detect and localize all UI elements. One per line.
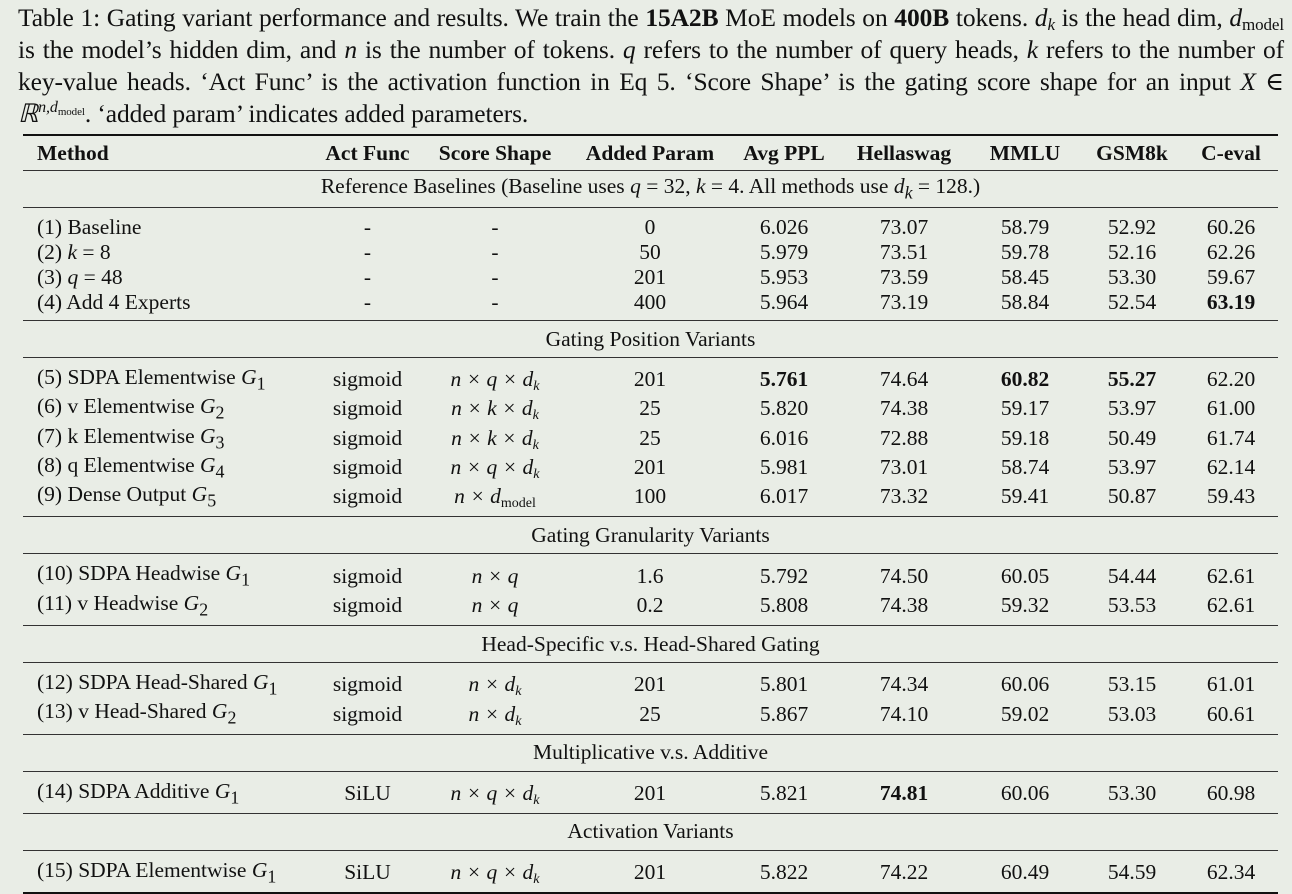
cell-shape: $n \times q \times d_k$ xyxy=(420,771,570,813)
cell-mmlu: 60.06 xyxy=(1000,672,1050,697)
cell-method: (10) SDPA Headwise $G_1$ xyxy=(37,561,251,590)
cell-ppl: 6.016 xyxy=(759,425,809,450)
cell-gsm8k: 55.27 xyxy=(1107,367,1157,392)
cell-shape: $n \times d_k$ xyxy=(420,699,570,734)
cell-ppl: 5.761 xyxy=(759,367,809,392)
cell-hellaswag: 73.51 xyxy=(879,240,929,264)
cell-shape: $n \times k \times d_k$ xyxy=(451,396,539,424)
cell-mmlu: 58.45 xyxy=(1000,265,1050,289)
cell-mmlu: 59.02 xyxy=(970,699,1080,734)
cell-ppl: 5.981 xyxy=(759,455,809,480)
cell-act: sigmoid xyxy=(332,563,403,588)
cell-act: sigmoid xyxy=(315,591,420,626)
cell-ppl: 5.822 xyxy=(730,850,838,893)
cell-ceval: 61.00 xyxy=(1206,396,1256,421)
cell-hellaswag: 74.38 xyxy=(879,396,929,421)
cell-hellaswag: 74.34 xyxy=(879,672,929,697)
header-score-shape: Score Shape xyxy=(420,135,570,171)
table-row xyxy=(23,771,1278,813)
cell-ceval: 60.26 xyxy=(1206,215,1256,239)
cell-hellaswag: 73.32 xyxy=(838,482,970,517)
cell-act: sigmoid xyxy=(332,396,403,421)
cell-hellaswag: 73.59 xyxy=(879,265,929,289)
cell-ceval: 62.61 xyxy=(1184,591,1278,626)
cell-gsm8k: 53.97 xyxy=(1107,396,1157,421)
cell-act: - xyxy=(315,290,420,321)
cell-param: 50 xyxy=(639,240,661,264)
cell-mmlu: 60.05 xyxy=(1000,563,1050,588)
cell-act: SiLU xyxy=(315,850,420,893)
cell-gsm8k: 52.54 xyxy=(1080,290,1184,321)
section-header-row xyxy=(23,321,1278,358)
cell-mmlu: 60.06 xyxy=(970,771,1080,813)
cell-mmlu: 59.32 xyxy=(970,591,1080,626)
cell-ppl: 6.017 xyxy=(730,482,838,517)
cell-mmlu: 59.17 xyxy=(1000,396,1050,421)
cell-ppl: 5.820 xyxy=(759,396,809,421)
cell-act: sigmoid xyxy=(332,672,403,697)
table-row xyxy=(23,591,1278,626)
cell-ppl: 5.792 xyxy=(759,563,809,588)
cell-gsm8k: 54.59 xyxy=(1080,850,1184,893)
cell-method: (13) v Head-Shared $G_2$ xyxy=(23,699,315,734)
cell-act: SiLU xyxy=(315,771,420,813)
cell-hellaswag: 74.10 xyxy=(838,699,970,734)
header-act-func: Act Func xyxy=(315,135,420,171)
cell-ceval: 62.26 xyxy=(1206,240,1256,264)
cell-mmlu: 59.78 xyxy=(1000,240,1050,264)
cell-act: sigmoid xyxy=(315,699,420,734)
section-title: Gating Position Variants xyxy=(23,321,1278,358)
cell-method: (1) Baseline xyxy=(37,215,142,239)
cell-hellaswag: 74.38 xyxy=(838,591,970,626)
cell-gsm8k: 50.87 xyxy=(1080,482,1184,517)
table-caption: Table 1: Gating variant performance and results. We train the 15A2B MoE models on 400B tokens. $d_k$ is the head dim, $d_{model}$ is the model’s hidden dim, and n is the number of tokens. q refers to the number of query heads, k refers to the number of key-value heads. ‘Act Func’ is the activation function in Eq 5. ‘Score Shape’ is the gating score shape for an input X ∈ ℝ$^{n,dmodel}$. ‘added param’ indicates added parameters. xyxy=(18,3,1284,128)
cell-ceval: 63.19 xyxy=(1184,290,1278,321)
cell-shape: - xyxy=(491,215,499,239)
cell-act: sigmoid xyxy=(332,367,403,392)
cell-method: (8) q Elementwise $G_4$ xyxy=(37,452,225,482)
cell-shape: $n \times k \times d_k$ xyxy=(451,425,539,453)
table-row xyxy=(23,554,1278,591)
cell-method: (7) k Elementwise $G_3$ xyxy=(37,423,225,452)
cell-mmlu: 60.49 xyxy=(970,850,1080,893)
cell-shape: $n \times q \times d_k$ xyxy=(450,367,540,395)
cell-hellaswag: 73.07 xyxy=(879,215,929,239)
cell-gsm8k: 53.15 xyxy=(1107,672,1157,697)
section-title: Activation Variants xyxy=(23,813,1278,850)
cell-gsm8k: 54.44 xyxy=(1107,563,1157,588)
cell-ppl: 6.026 xyxy=(759,215,809,239)
section-header-row xyxy=(23,734,1278,771)
cell-hellaswag: 74.64 xyxy=(879,367,929,392)
section-title: Multiplicative v.s. Additive xyxy=(23,734,1278,771)
cell-param: 25 xyxy=(570,699,730,734)
cell-act: - xyxy=(363,215,372,239)
section-header-row xyxy=(23,813,1278,850)
cell-shape: n × q xyxy=(420,591,570,626)
section-header-row xyxy=(23,171,1278,208)
cell-param: 1.6 xyxy=(636,563,664,588)
cell-method: (6) v Elementwise $G_2$ xyxy=(37,394,225,423)
cell-act: - xyxy=(363,240,372,264)
cell-hellaswag: 74.22 xyxy=(838,850,970,893)
header-avg-ppl: Avg PPL xyxy=(730,135,838,171)
cell-param: 201 xyxy=(633,367,667,392)
section-header-row xyxy=(23,626,1278,663)
cell-param: 400 xyxy=(570,290,730,321)
cell-shape: - xyxy=(420,290,570,321)
header-added-param: Added Param xyxy=(570,135,730,171)
table-row xyxy=(23,394,1278,423)
section-title: Reference Baselines (Baseline uses q = 32, k = 4. All methods use $d_k = 128$.) xyxy=(23,171,1278,208)
header-method: Method xyxy=(23,135,315,171)
section-title: Head-Specific v.s. Head-Shared Gating xyxy=(23,626,1278,663)
table-header-row xyxy=(23,135,1278,171)
cell-gsm8k: 52.92 xyxy=(1107,215,1157,239)
table-row xyxy=(23,290,1278,321)
cell-hellaswag: 72.88 xyxy=(879,425,929,450)
table-row xyxy=(23,240,1278,265)
table-row xyxy=(23,850,1278,893)
cell-shape: n × q xyxy=(471,563,519,588)
cell-ceval: 59.67 xyxy=(1206,265,1256,289)
cell-ceval: 61.74 xyxy=(1206,425,1256,450)
cell-param: 201 xyxy=(633,265,667,289)
cell-ppl: 5.964 xyxy=(730,290,838,321)
cell-ceval: 60.98 xyxy=(1184,771,1278,813)
cell-ceval: 60.61 xyxy=(1184,699,1278,734)
cell-gsm8k: 53.30 xyxy=(1080,771,1184,813)
cell-hellaswag: 73.01 xyxy=(879,455,929,480)
cell-param: 100 xyxy=(570,482,730,517)
cell-method: (15) SDPA Elementwise $G_1$ xyxy=(23,850,315,893)
header-ceval: C-eval xyxy=(1184,135,1278,171)
table-body xyxy=(23,171,1278,894)
cell-ppl: 5.801 xyxy=(759,672,809,697)
cell-method: (11) v Headwise $G_2$ xyxy=(23,591,315,626)
header-hellaswag: Hellaswag xyxy=(838,135,970,171)
cell-shape: - xyxy=(491,240,499,264)
cell-act: - xyxy=(363,265,372,289)
cell-param: 201 xyxy=(633,455,667,480)
cell-shape: $n \times q \times d_k$ xyxy=(420,850,570,893)
table-row xyxy=(23,358,1278,395)
table-row xyxy=(23,482,1278,517)
cell-hellaswag: 74.81 xyxy=(838,771,970,813)
cell-mmlu: 60.82 xyxy=(1000,367,1050,392)
cell-param: 25 xyxy=(639,425,661,450)
table-row xyxy=(23,663,1278,700)
cell-ceval: 62.20 xyxy=(1206,367,1256,392)
header-gsm8k: GSM8k xyxy=(1080,135,1184,171)
cell-act: sigmoid xyxy=(332,425,403,450)
cell-gsm8k: 50.49 xyxy=(1107,425,1157,450)
table-row xyxy=(23,699,1278,734)
cell-method: (5) SDPA Elementwise $G_1$ xyxy=(37,365,266,394)
cell-ppl: 5.867 xyxy=(730,699,838,734)
cell-method: (3) q = 48 xyxy=(37,265,123,289)
cell-mmlu: 58.84 xyxy=(970,290,1080,321)
cell-ppl: 5.821 xyxy=(730,771,838,813)
cell-gsm8k: 53.97 xyxy=(1107,455,1157,480)
cell-param: 0 xyxy=(644,215,656,239)
cell-ceval: 61.01 xyxy=(1206,672,1256,697)
cell-mmlu: 58.79 xyxy=(1000,215,1050,239)
cell-shape: - xyxy=(491,265,499,289)
section-header-row xyxy=(23,517,1278,554)
table-row xyxy=(23,424,1278,453)
cell-gsm8k: 53.30 xyxy=(1107,265,1157,289)
cell-method: (14) SDPA Additive $G_1$ xyxy=(23,771,315,813)
cell-method: (2) k = 8 xyxy=(37,240,111,264)
cell-act: sigmoid xyxy=(332,455,403,480)
table-row xyxy=(23,208,1278,241)
cell-shape: $n \times d_{model}$ xyxy=(420,482,570,517)
cell-ceval: 62.61 xyxy=(1206,563,1256,588)
cell-shape: $n \times q \times d_k$ xyxy=(450,455,540,483)
cell-param: 25 xyxy=(639,396,661,421)
header-mmlu: MMLU xyxy=(970,135,1080,171)
cell-method: (12) SDPA Head-Shared $G_1$ xyxy=(37,670,278,699)
cell-gsm8k: 53.03 xyxy=(1080,699,1184,734)
cell-mmlu: 58.74 xyxy=(1000,455,1050,480)
cell-param: 0.2 xyxy=(570,591,730,626)
cell-ceval: 59.43 xyxy=(1184,482,1278,517)
cell-ceval: 62.14 xyxy=(1206,455,1256,480)
cell-ppl: 5.808 xyxy=(730,591,838,626)
table-row xyxy=(23,453,1278,482)
cell-hellaswag: 74.50 xyxy=(879,563,929,588)
cell-method: (9) Dense Output $G_5$ xyxy=(23,482,315,517)
cell-shape: $n \times d_k$ xyxy=(468,672,522,700)
cell-ceval: 62.34 xyxy=(1184,850,1278,893)
cell-param: 201 xyxy=(570,771,730,813)
cell-mmlu: 59.18 xyxy=(1000,425,1050,450)
table-row xyxy=(23,265,1278,290)
cell-param: 201 xyxy=(633,672,667,697)
cell-param: 201 xyxy=(570,850,730,893)
results-table xyxy=(23,134,1278,894)
cell-gsm8k: 53.53 xyxy=(1080,591,1184,626)
section-title: Gating Granularity Variants xyxy=(23,517,1278,554)
cell-act: sigmoid xyxy=(315,482,420,517)
cell-gsm8k: 52.16 xyxy=(1107,240,1157,264)
cell-method: (4) Add 4 Experts xyxy=(23,290,315,321)
cell-hellaswag: 73.19 xyxy=(838,290,970,321)
cell-ppl: 5.953 xyxy=(759,265,809,289)
cell-mmlu: 59.41 xyxy=(970,482,1080,517)
cell-ppl: 5.979 xyxy=(759,240,809,264)
caption-label: Table 1: xyxy=(18,3,101,32)
